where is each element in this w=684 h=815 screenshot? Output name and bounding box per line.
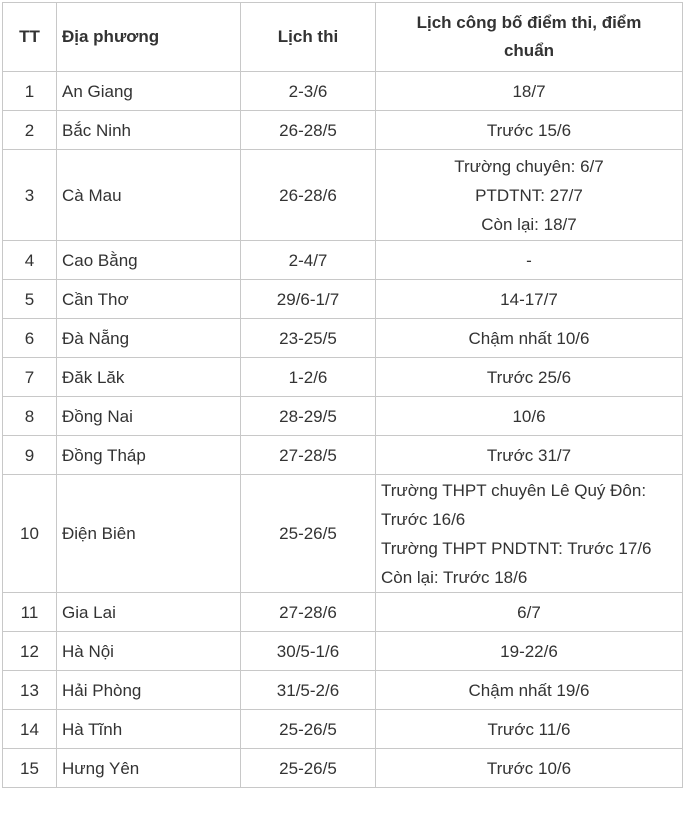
- cell-tt: 7: [3, 358, 57, 397]
- cell-result: [376, 710, 683, 749]
- cell-result-line: Trước 31/7: [486, 445, 572, 465]
- cell-result-line: 19-22/6: [500, 641, 558, 661]
- cell-result-line: Trước 10/6: [486, 758, 572, 778]
- table-header-row: [3, 3, 683, 72]
- cell-tt: 14: [3, 710, 57, 749]
- cell-place: Cao Bằng: [57, 241, 241, 280]
- cell-result: [376, 241, 683, 280]
- cell-schedule: 26-28/5: [241, 111, 376, 150]
- cell-result: [376, 475, 683, 593]
- cell-schedule: 27-28/5: [241, 436, 376, 475]
- cell-tt: 6: [3, 319, 57, 358]
- cell-place: Đăk Lăk: [57, 358, 241, 397]
- cell-result-line: 6/7: [517, 602, 541, 622]
- table-body: [3, 72, 683, 788]
- cell-place: Gia Lai: [57, 593, 241, 632]
- cell-result: [376, 72, 683, 111]
- cell-schedule: 25-26/5: [241, 475, 376, 593]
- table-row: [3, 319, 683, 358]
- cell-result-line: Trường chuyên: 6/7: [454, 156, 604, 176]
- cell-result-line: Trường THPT chuyên Lê Quý Đôn:: [381, 480, 647, 500]
- exam-schedule-table: [2, 2, 683, 788]
- cell-result: [376, 150, 683, 241]
- cell-tt: 8: [3, 397, 57, 436]
- cell-tt: 11: [3, 593, 57, 632]
- table-row: [3, 280, 683, 319]
- cell-result-line: 18/7: [512, 81, 546, 101]
- cell-place: Hưng Yên: [57, 749, 241, 788]
- cell-schedule: 31/5-2/6: [241, 671, 376, 710]
- cell-result-line: Trước 16/6: [381, 509, 466, 529]
- cell-tt: 12: [3, 632, 57, 671]
- cell-result: [376, 397, 683, 436]
- header-result-line-1: Lịch công bố điểm thi, điểm: [416, 13, 642, 32]
- cell-tt: 5: [3, 280, 57, 319]
- header-result: [376, 3, 683, 72]
- cell-schedule: 30/5-1/6: [241, 632, 376, 671]
- header-place: Địa phương: [57, 3, 241, 72]
- cell-place: Cần Thơ: [57, 280, 241, 319]
- header-schedule: Lịch thi: [241, 3, 376, 72]
- cell-result-line: 14-17/7: [500, 289, 558, 309]
- cell-schedule: 25-26/5: [241, 749, 376, 788]
- cell-result: [376, 280, 683, 319]
- cell-result: [376, 436, 683, 475]
- table-row: [3, 72, 683, 111]
- table-row: [3, 632, 683, 671]
- cell-place: Hải Phòng: [57, 671, 241, 710]
- cell-result: [376, 593, 683, 632]
- cell-place: Đà Nẵng: [57, 319, 241, 358]
- table-row: [3, 111, 683, 150]
- table-row: [3, 436, 683, 475]
- cell-result-line: Trước 11/6: [487, 719, 571, 739]
- cell-schedule: 29/6-1/7: [241, 280, 376, 319]
- cell-place: Đồng Nai: [57, 397, 241, 436]
- table-row: [3, 749, 683, 788]
- table-row: [3, 710, 683, 749]
- cell-result-line: Chậm nhất 10/6: [468, 328, 590, 348]
- table-row: [3, 475, 683, 593]
- cell-place: Hà Nội: [57, 632, 241, 671]
- cell-result-line: Trước 15/6: [486, 120, 572, 140]
- cell-schedule: 2-4/7: [241, 241, 376, 280]
- cell-tt: 13: [3, 671, 57, 710]
- cell-place: Bắc Ninh: [57, 111, 241, 150]
- cell-tt: 2: [3, 111, 57, 150]
- cell-schedule: 1-2/6: [241, 358, 376, 397]
- cell-schedule: 2-3/6: [241, 72, 376, 111]
- cell-result: [376, 671, 683, 710]
- cell-tt: 15: [3, 749, 57, 788]
- cell-result: [376, 749, 683, 788]
- cell-tt: 3: [3, 150, 57, 241]
- cell-schedule: 23-25/5: [241, 319, 376, 358]
- cell-result-line: -: [526, 250, 532, 270]
- cell-tt: 4: [3, 241, 57, 280]
- header-tt: TT: [3, 3, 57, 72]
- cell-schedule: 27-28/6: [241, 593, 376, 632]
- cell-place: Cà Mau: [57, 150, 241, 241]
- cell-place: Hà Tĩnh: [57, 710, 241, 749]
- cell-schedule: 25-26/5: [241, 710, 376, 749]
- cell-result: [376, 358, 683, 397]
- header-result-line-2: chuẩn: [503, 41, 555, 60]
- cell-place: Điện Biên: [57, 475, 241, 593]
- cell-result-line: Còn lại: 18/7: [481, 214, 577, 234]
- table-row: [3, 593, 683, 632]
- cell-result: [376, 111, 683, 150]
- cell-result-line: Còn lại: Trước 18/6: [381, 567, 528, 587]
- cell-result-line: Trước 25/6: [486, 367, 572, 387]
- cell-result-line: Trường THPT PNDTNT: Trước 17/6: [381, 538, 652, 558]
- cell-result: [376, 632, 683, 671]
- table-row: [3, 150, 683, 241]
- cell-place: Đồng Tháp: [57, 436, 241, 475]
- cell-result-line: PTDTNT: 27/7: [475, 185, 583, 205]
- cell-result: [376, 319, 683, 358]
- cell-tt: 9: [3, 436, 57, 475]
- table-row: [3, 671, 683, 710]
- table-row: [3, 397, 683, 436]
- table-row: [3, 358, 683, 397]
- cell-schedule: 28-29/5: [241, 397, 376, 436]
- cell-tt: 1: [3, 72, 57, 111]
- cell-schedule: 26-28/6: [241, 150, 376, 241]
- cell-result-line: Chậm nhất 19/6: [468, 680, 590, 700]
- cell-place: An Giang: [57, 72, 241, 111]
- cell-result-line: 10/6: [512, 406, 546, 426]
- table-row: [3, 241, 683, 280]
- cell-tt: 10: [3, 475, 57, 593]
